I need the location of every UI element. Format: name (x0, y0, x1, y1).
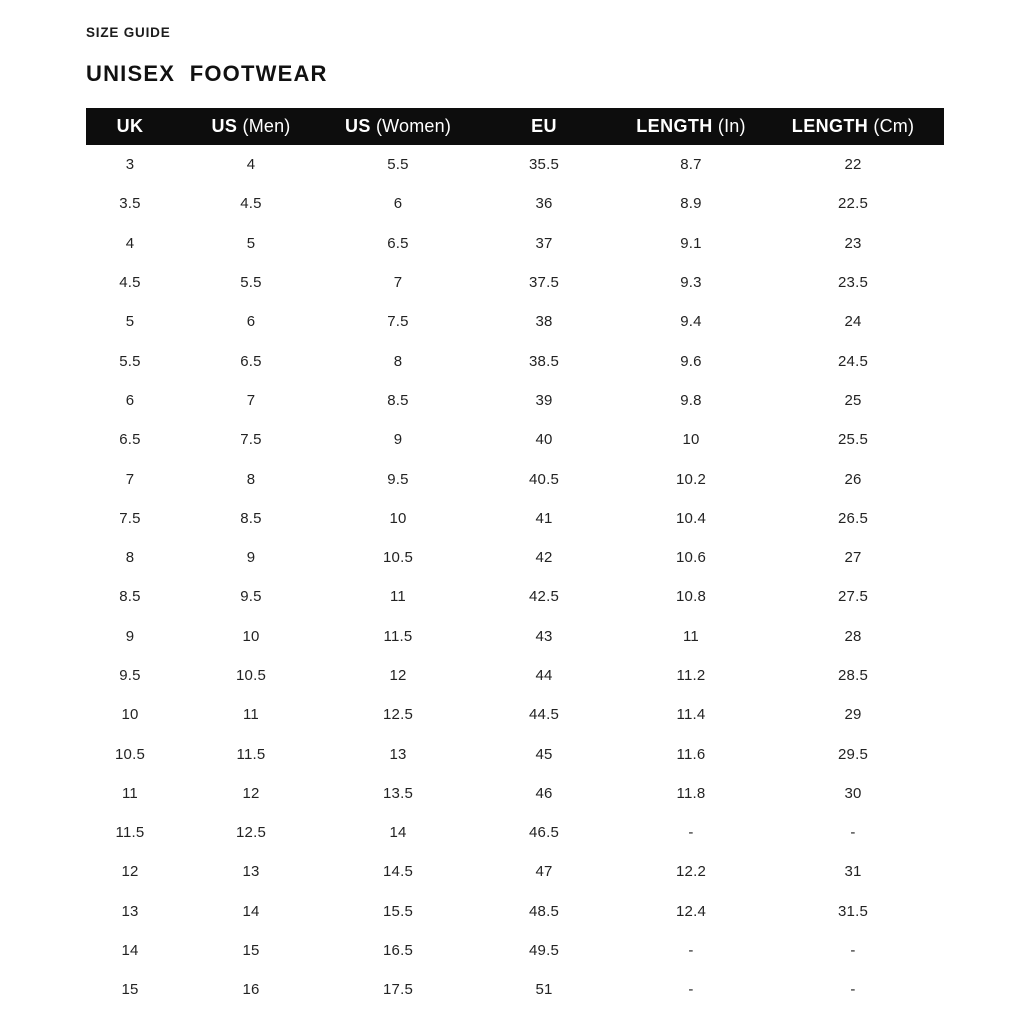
size-cell: 6.5 (387, 234, 409, 252)
size-cell: 22.5 (838, 195, 868, 213)
size-cell: 10.5 (236, 667, 266, 684)
size-cell: 9.3 (680, 274, 702, 292)
size-cell: 9.4 (680, 313, 702, 331)
size-cell: 9.6 (680, 352, 702, 370)
size-cell: 13.5 (383, 784, 413, 802)
size-cell: 38.5 (529, 352, 559, 370)
table-row (86, 852, 944, 891)
size-cell: 17.5 (383, 981, 413, 999)
size-cell: 26.5 (838, 509, 868, 527)
size-cell: 40 (535, 431, 553, 449)
table-row (86, 931, 944, 970)
size-cell: 23.5 (838, 274, 868, 292)
size-cell: 6 (125, 391, 135, 409)
size-cell: 13 (389, 745, 407, 763)
size-cell: 12.4 (676, 902, 706, 920)
size-cell: 9 (125, 627, 135, 645)
table-row (86, 774, 944, 813)
size-table-body (86, 145, 944, 1010)
size-cell: 10 (121, 706, 139, 724)
table-row (86, 695, 944, 734)
col-header-us-women-sub: (Women) (370, 116, 452, 136)
size-cell: 7.5 (387, 313, 409, 331)
size-cell: 10 (682, 431, 700, 449)
size-cell: 51 (535, 981, 553, 999)
size-cell: 10.4 (676, 509, 706, 527)
size-cell: 38 (535, 313, 553, 331)
col-header-length-in-sub: (In) (712, 116, 746, 136)
col-header-us-women (328, 108, 468, 145)
size-cell: 10.6 (676, 549, 706, 567)
size-cell: 11 (122, 784, 138, 802)
col-header-us-men-sub: (Men) (237, 116, 291, 136)
size-cell: 5.5 (387, 156, 409, 174)
size-cell: 11.5 (236, 745, 266, 763)
size-cell: 11 (243, 706, 259, 724)
size-cell: 41 (535, 509, 553, 527)
table-row (86, 970, 944, 1009)
size-cell: - (688, 981, 694, 999)
size-cell: 13 (121, 902, 139, 920)
size-cell: 30 (844, 784, 862, 802)
size-cell: 11.2 (676, 667, 706, 684)
size-cell: 10.5 (115, 745, 145, 763)
size-cell: 29.5 (838, 745, 868, 763)
size-cell: 10 (242, 627, 260, 645)
size-cell: 8.7 (680, 156, 702, 174)
size-cell: 8.5 (240, 509, 262, 527)
size-cell: 7.5 (119, 509, 141, 527)
table-row (86, 459, 944, 498)
size-cell: 26 (844, 470, 862, 488)
size-cell: - (688, 942, 694, 960)
size-cell: 9 (246, 549, 256, 567)
size-cell: 6 (246, 313, 256, 331)
size-cell: - (850, 824, 856, 842)
size-cell: 12.5 (236, 824, 266, 842)
size-cell: 10.5 (383, 549, 413, 567)
col-header-length-cm (762, 108, 944, 145)
size-cell: 46.5 (529, 824, 559, 842)
table-row (86, 813, 944, 852)
table-row (86, 381, 944, 420)
size-cell: 22 (844, 156, 862, 174)
size-cell: 6.5 (119, 431, 141, 449)
size-cell: 29 (844, 706, 862, 724)
table-row (86, 577, 944, 616)
col-header-eu-label: EU (531, 116, 557, 136)
size-cell: 11 (390, 588, 406, 606)
size-cell: 48.5 (529, 902, 559, 920)
size-cell: 8.9 (680, 195, 702, 213)
size-cell: 6.5 (240, 352, 262, 370)
col-header-eu (468, 108, 620, 145)
size-cell: 37 (535, 234, 553, 252)
size-cell: 8 (393, 352, 403, 370)
size-cell: 4 (125, 234, 135, 252)
size-cell: 7 (125, 470, 135, 488)
size-cell: 10.8 (676, 588, 706, 606)
size-cell: 11.4 (676, 706, 706, 724)
col-header-length-in-label: LENGTH (636, 116, 713, 136)
size-cell: 5.5 (119, 352, 141, 370)
table-row (86, 656, 944, 695)
table-row (86, 224, 944, 263)
size-cell: 15 (242, 942, 260, 960)
size-cell: 11.8 (676, 784, 706, 802)
table-row (86, 184, 944, 223)
size-cell: 42 (535, 549, 553, 567)
col-header-us-men-label: US (211, 116, 238, 136)
size-cell: 47 (535, 863, 553, 881)
table-row (86, 420, 944, 459)
size-cell: 25 (844, 391, 862, 409)
size-cell: 23 (844, 234, 862, 252)
col-header-length-cm-label: LENGTH (791, 116, 869, 136)
size-cell: 9.5 (240, 588, 262, 606)
size-cell: 16.5 (383, 942, 413, 960)
size-cell: 11.5 (383, 627, 413, 645)
size-cell: 10.2 (676, 470, 706, 488)
size-cell: 7.5 (240, 431, 262, 449)
size-cell: 3.5 (119, 195, 141, 213)
size-cell: 31 (844, 863, 862, 881)
eyebrow-label: SIZE GUIDE (86, 25, 171, 40)
size-cell: 42.5 (529, 588, 559, 606)
size-cell: 12 (242, 784, 260, 802)
size-cell: 5.5 (240, 274, 262, 292)
size-cell: 14.5 (383, 863, 413, 881)
size-cell: 7 (246, 391, 256, 409)
size-cell: 8.5 (387, 391, 409, 409)
size-cell: 31.5 (838, 902, 868, 920)
size-cell: 10 (389, 509, 407, 527)
table-row (86, 263, 944, 302)
size-cell: 46 (535, 784, 553, 802)
size-cell: 8.5 (119, 588, 141, 606)
size-cell: 4 (246, 156, 256, 174)
size-cell: 44.5 (529, 706, 559, 724)
size-cell: - (688, 824, 694, 842)
size-cell: 13 (242, 863, 260, 881)
col-header-uk-label: UK (116, 116, 144, 136)
size-cell: 12.2 (676, 863, 706, 881)
size-cell: 9 (393, 431, 403, 449)
size-cell: 28 (844, 627, 862, 645)
table-header (86, 108, 944, 145)
size-cell: 4.5 (119, 274, 141, 292)
table-row (86, 617, 944, 656)
size-cell: 44 (535, 667, 553, 684)
col-header-length-in (620, 108, 762, 145)
size-cell: 40.5 (529, 470, 559, 488)
page-title: UNISEX FOOTWEAR (86, 61, 328, 86)
size-cell: 9.1 (680, 234, 702, 252)
size-cell: 8 (246, 470, 256, 488)
size-cell: 12 (121, 863, 139, 881)
size-cell: 3 (125, 156, 135, 174)
size-cell: 11.5 (115, 824, 145, 842)
size-cell: 9.5 (119, 667, 141, 684)
size-cell: 5 (246, 234, 256, 252)
table-header-row (86, 108, 944, 145)
size-cell: 24.5 (838, 352, 868, 370)
col-header-us-men (174, 108, 328, 145)
size-cell: 27.5 (838, 588, 868, 606)
table-row (86, 145, 944, 184)
table-row (86, 302, 944, 341)
size-cell: 7 (393, 274, 403, 292)
size-cell: 12.5 (383, 706, 413, 724)
size-cell: 9.5 (387, 470, 409, 488)
size-cell: 14 (121, 942, 139, 960)
size-cell: - (850, 981, 856, 999)
size-cell: 11.6 (676, 745, 706, 763)
table-row (86, 499, 944, 538)
size-cell: 15.5 (383, 902, 413, 920)
table-row (86, 734, 944, 773)
size-cell: 39 (535, 391, 553, 409)
col-header-uk (86, 108, 174, 145)
table-row (86, 538, 944, 577)
size-guide-table (86, 108, 944, 1010)
size-cell: 14 (242, 902, 260, 920)
col-header-us-women-label: US (344, 116, 371, 136)
size-cell: 8 (125, 549, 135, 567)
size-cell: 14 (389, 824, 407, 842)
size-cell: 27 (844, 549, 862, 567)
size-cell: 15 (121, 981, 139, 999)
size-cell: 43 (535, 627, 553, 645)
size-cell: 49.5 (529, 942, 559, 960)
size-cell: 5 (125, 313, 135, 331)
size-cell: 9.8 (680, 391, 702, 409)
size-cell: 35.5 (529, 156, 559, 174)
size-cell: 28.5 (838, 667, 868, 684)
size-cell: 36 (535, 195, 553, 213)
table-row (86, 892, 944, 931)
size-cell: 37.5 (529, 274, 559, 292)
col-header-length-cm-sub: (Cm) (868, 116, 915, 136)
size-cell: 25.5 (838, 431, 868, 449)
size-cell: 45 (535, 745, 553, 763)
size-cell: 11 (683, 627, 699, 645)
size-cell: 12 (389, 667, 407, 684)
size-cell: 24 (844, 313, 862, 331)
size-cell: - (850, 942, 856, 960)
table-row (86, 341, 944, 380)
size-cell: 6 (393, 195, 403, 213)
size-cell: 16 (242, 981, 260, 999)
size-cell: 4.5 (240, 195, 262, 213)
